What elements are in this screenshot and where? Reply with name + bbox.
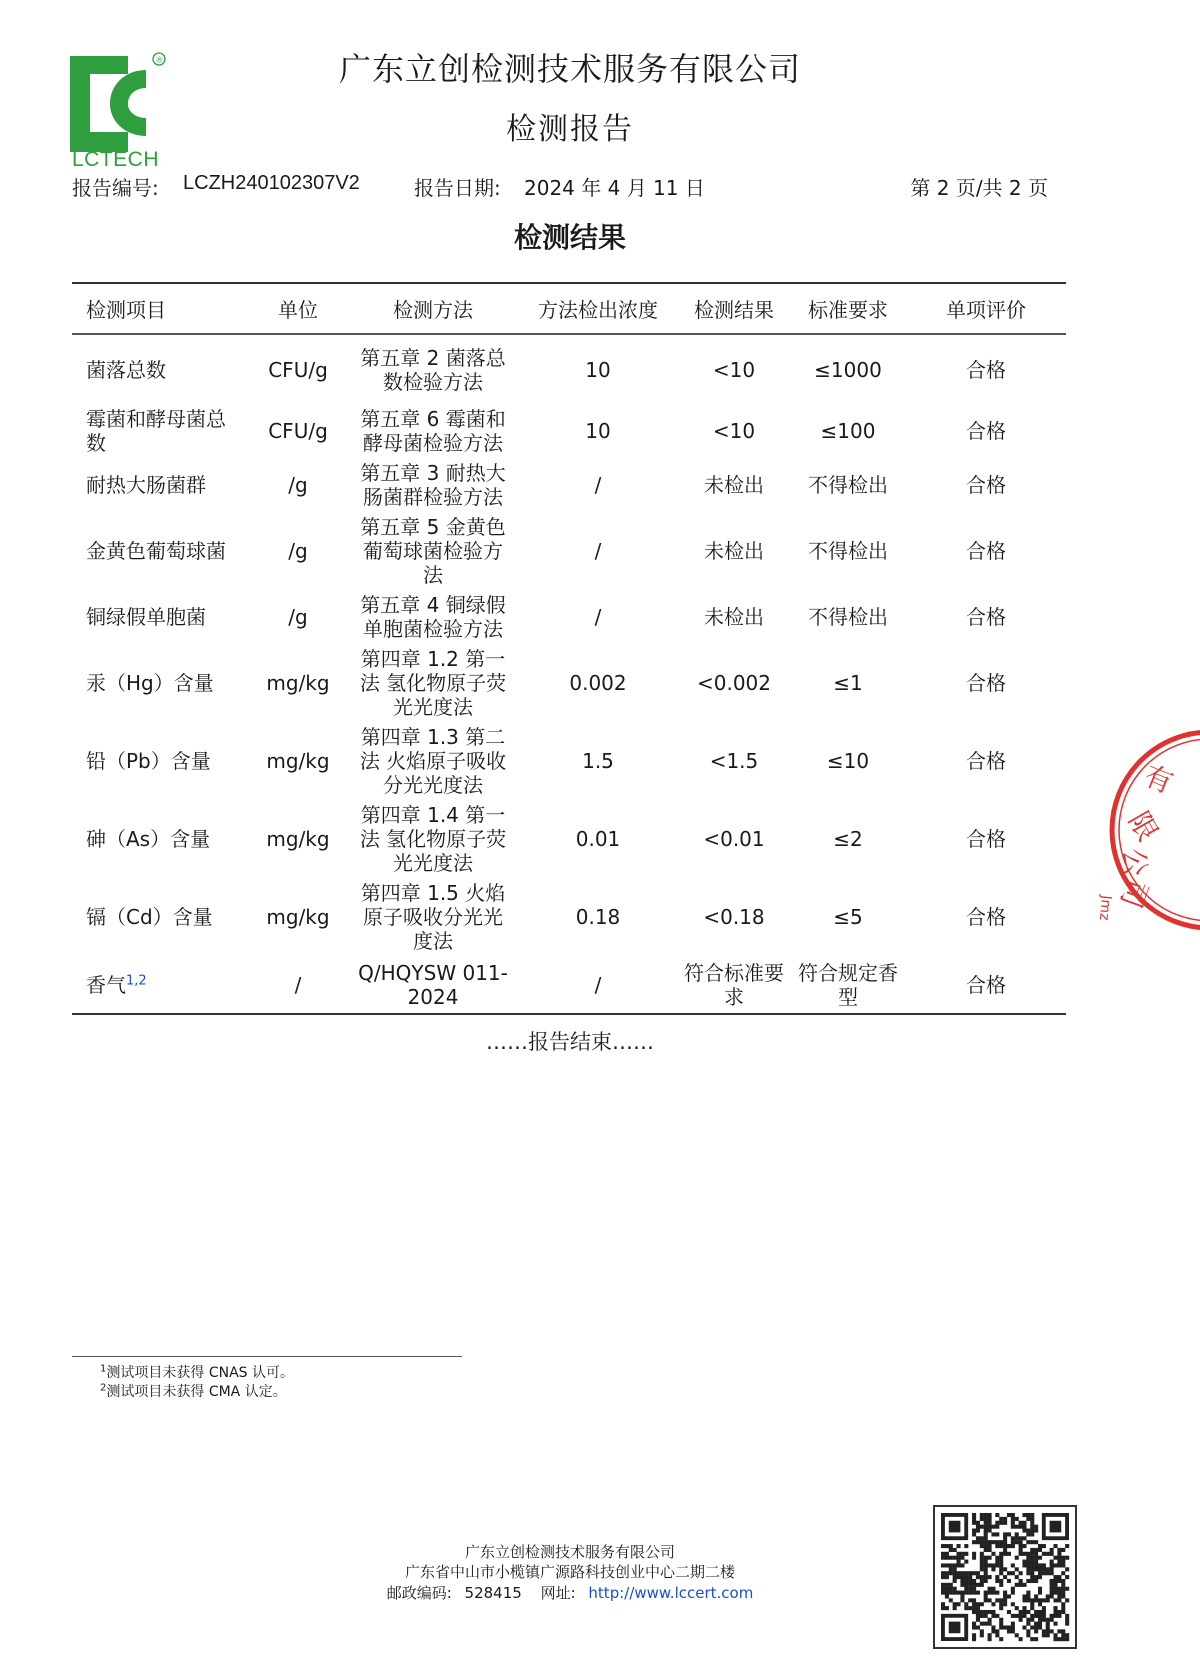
cell-unit: CFU/g bbox=[268, 419, 328, 443]
cell-method: 第四章 1.4 第一法 氢化物原子荧光光度法 bbox=[359, 803, 507, 875]
cell-limit: 0.18 bbox=[575, 905, 621, 929]
cell-method: 第五章 6 霉菌和酵母菌检验方法 bbox=[360, 407, 506, 455]
footer-address: 广东省中山市小榄镇广源路科技创业中心二期二楼 bbox=[404, 1563, 735, 1581]
cell-standard: ≤1 bbox=[833, 671, 863, 695]
report-number: LCZH240102307V2 bbox=[183, 172, 360, 194]
cell-result: <1.5 bbox=[709, 749, 759, 773]
report-date-label: 报告日期: bbox=[414, 176, 501, 200]
cell-item: 镉（Cd）含量 bbox=[86, 905, 213, 929]
table-row bbox=[72, 878, 1066, 956]
footnote-number: 1 bbox=[100, 1363, 107, 1375]
cell-item: 铅（Pb）含量 bbox=[86, 749, 211, 773]
cell-limit: 10 bbox=[585, 357, 611, 382]
cell-item-text: 香气 bbox=[86, 972, 126, 997]
footnote-text: 测试项目未获得 CNAS 认可。 bbox=[106, 1365, 294, 1381]
cell-unit: /g bbox=[288, 539, 308, 563]
cell-limit: 10 bbox=[585, 419, 611, 443]
svg-text:Jmz: Jmz bbox=[1095, 894, 1114, 922]
cell-unit: / bbox=[294, 972, 302, 997]
cell-item: 霉菌和酵母菌总数 bbox=[86, 407, 226, 455]
footnote-divider bbox=[72, 1356, 462, 1357]
cell-item: 汞（Hg）含量 bbox=[86, 671, 214, 695]
cell-limit: / bbox=[594, 605, 602, 629]
cell-standard: ≤100 bbox=[820, 419, 876, 443]
table-row bbox=[72, 644, 1066, 722]
cell-standard: ≤10 bbox=[826, 749, 870, 773]
cell-unit: CFU/g bbox=[268, 357, 328, 382]
table-row bbox=[72, 590, 1066, 644]
page-indicator: 第 2 页/共 2 页 bbox=[910, 176, 1048, 200]
results-table bbox=[72, 282, 1066, 1015]
postal-code: 528415 bbox=[464, 1584, 522, 1602]
report-end-marker: ……报告结束…… bbox=[486, 1030, 654, 1054]
footnote-number: 2 bbox=[100, 1382, 107, 1394]
cell-evaluation: 合格 bbox=[966, 539, 1006, 563]
cell-item: 铜绿假单胞菌 bbox=[86, 605, 206, 629]
svg-text:有: 有 bbox=[1139, 758, 1178, 800]
cell-item: 砷（As）含量 bbox=[86, 827, 211, 851]
table-row bbox=[72, 800, 1066, 878]
cell-evaluation: 合格 bbox=[966, 419, 1006, 443]
svg-text:司: 司 bbox=[1113, 874, 1155, 913]
cell-evaluation: 合格 bbox=[966, 473, 1006, 497]
cell-item: 菌落总数 bbox=[86, 357, 166, 382]
report-title: 检测报告 bbox=[506, 112, 634, 147]
cell-method: 第五章 3 耐热大肠菌群检验方法 bbox=[360, 461, 506, 509]
cell-evaluation: 合格 bbox=[966, 827, 1006, 851]
cell-unit: mg/kg bbox=[266, 671, 330, 695]
cell-limit: / bbox=[594, 473, 602, 497]
cell-limit: 0.01 bbox=[575, 827, 621, 851]
cell-method: 第四章 1.5 火焰原子吸收分光光度法 bbox=[360, 881, 506, 953]
table-row bbox=[72, 334, 1066, 404]
cell-item bbox=[72, 956, 248, 1014]
table-row bbox=[72, 722, 1066, 800]
svg-text:限: 限 bbox=[1121, 806, 1165, 847]
cell-evaluation: 合格 bbox=[966, 605, 1006, 629]
cell-item: 金黄色葡萄球菌 bbox=[86, 539, 226, 563]
cell-result: <0.01 bbox=[703, 827, 765, 851]
header-result: 检测结果 bbox=[694, 298, 774, 322]
cell-standard: 不得检出 bbox=[808, 473, 888, 497]
cell-standard: 不得检出 bbox=[808, 605, 888, 629]
header-detection-limit: 方法检出浓度 bbox=[538, 298, 658, 322]
registered-mark: ® bbox=[156, 55, 163, 65]
cell-item: 耐热大肠菌群 bbox=[86, 473, 206, 497]
table-row bbox=[72, 404, 1066, 458]
cell-limit: / bbox=[594, 539, 602, 563]
cell-result: 符合标准要求 bbox=[684, 960, 784, 1009]
cell-result: <10 bbox=[712, 357, 756, 382]
header-test-item: 检测项目 bbox=[86, 298, 166, 322]
cell-standard: ≤2 bbox=[833, 827, 863, 851]
company-seal-icon bbox=[1080, 725, 1200, 935]
cell-evaluation: 合格 bbox=[966, 357, 1006, 382]
cell-result: 未检出 bbox=[704, 605, 764, 629]
footnote-text: 测试项目未获得 CMA 认定。 bbox=[106, 1384, 287, 1400]
header-method: 检测方法 bbox=[393, 298, 473, 322]
cell-method: Q/HQYSW 011-2024 bbox=[358, 960, 508, 1009]
cell-limit: / bbox=[594, 972, 602, 997]
cell-unit: mg/kg bbox=[266, 749, 330, 773]
cell-method: 第五章 4 铜绿假单胞菌检验方法 bbox=[360, 593, 506, 641]
cell-standard: 不得检出 bbox=[808, 539, 888, 563]
footer-contact bbox=[0, 1582, 1140, 1603]
cell-unit: /g bbox=[288, 473, 308, 497]
cell-method: 第四章 1.3 第二法 火焰原子吸收分光光度法 bbox=[359, 725, 507, 797]
header-unit: 单位 bbox=[278, 298, 318, 322]
company-title: 广东立创检测技术服务有限公司 bbox=[338, 50, 801, 88]
cell-method: 第四章 1.2 第一法 氢化物原子荧光光度法 bbox=[359, 647, 507, 719]
website-label: 网址: bbox=[540, 1584, 576, 1602]
cell-evaluation: 合格 bbox=[966, 671, 1006, 695]
cell-evaluation: 合格 bbox=[966, 905, 1006, 929]
section-title: 检测结果 bbox=[513, 221, 626, 254]
cell-result: 未检出 bbox=[704, 539, 764, 563]
footnote-ref-link[interactable]: 1,2 bbox=[126, 972, 147, 988]
footnote-1 bbox=[100, 1362, 294, 1382]
cell-result: <10 bbox=[712, 419, 756, 443]
svg-text:公: 公 bbox=[1117, 846, 1153, 878]
cell-unit: mg/kg bbox=[266, 827, 330, 851]
cell-limit: 1.5 bbox=[582, 749, 614, 773]
postal-code-label: 邮政编码: bbox=[386, 1584, 452, 1602]
table-header-row bbox=[72, 283, 1066, 334]
cell-method: 第五章 2 菌落总数检验方法 bbox=[360, 345, 506, 394]
cell-unit: /g bbox=[288, 605, 308, 629]
cell-result: <0.002 bbox=[696, 671, 771, 695]
header-evaluation: 单项评价 bbox=[946, 298, 1026, 322]
table-row bbox=[72, 512, 1066, 590]
cell-evaluation: 合格 bbox=[966, 749, 1006, 773]
report-date: 2024 年 4 月 11 日 bbox=[524, 176, 705, 200]
table-row bbox=[72, 458, 1066, 512]
header-standard: 标准要求 bbox=[808, 298, 888, 322]
report-number-label: 报告编号: bbox=[72, 176, 159, 200]
footer-company: 广东立创检测技术服务有限公司 bbox=[464, 1543, 675, 1561]
cell-standard: ≤5 bbox=[833, 905, 863, 929]
logo-text: LCTECH bbox=[72, 148, 160, 171]
cell-standard: ≤1000 bbox=[814, 357, 882, 382]
cell-method: 第五章 5 金黄色葡萄球菌检验方法 bbox=[360, 515, 506, 587]
cell-result: 未检出 bbox=[704, 473, 764, 497]
footnote-2 bbox=[100, 1381, 287, 1401]
table-row bbox=[72, 956, 1066, 1014]
cell-limit: 0.002 bbox=[569, 671, 627, 695]
website-link[interactable]: http://www.lccert.com bbox=[588, 1584, 754, 1602]
cell-evaluation: 合格 bbox=[966, 972, 1006, 997]
cell-standard: 符合规定香型 bbox=[798, 960, 898, 1009]
cell-unit: mg/kg bbox=[266, 905, 330, 929]
cell-result: <0.18 bbox=[703, 905, 765, 929]
